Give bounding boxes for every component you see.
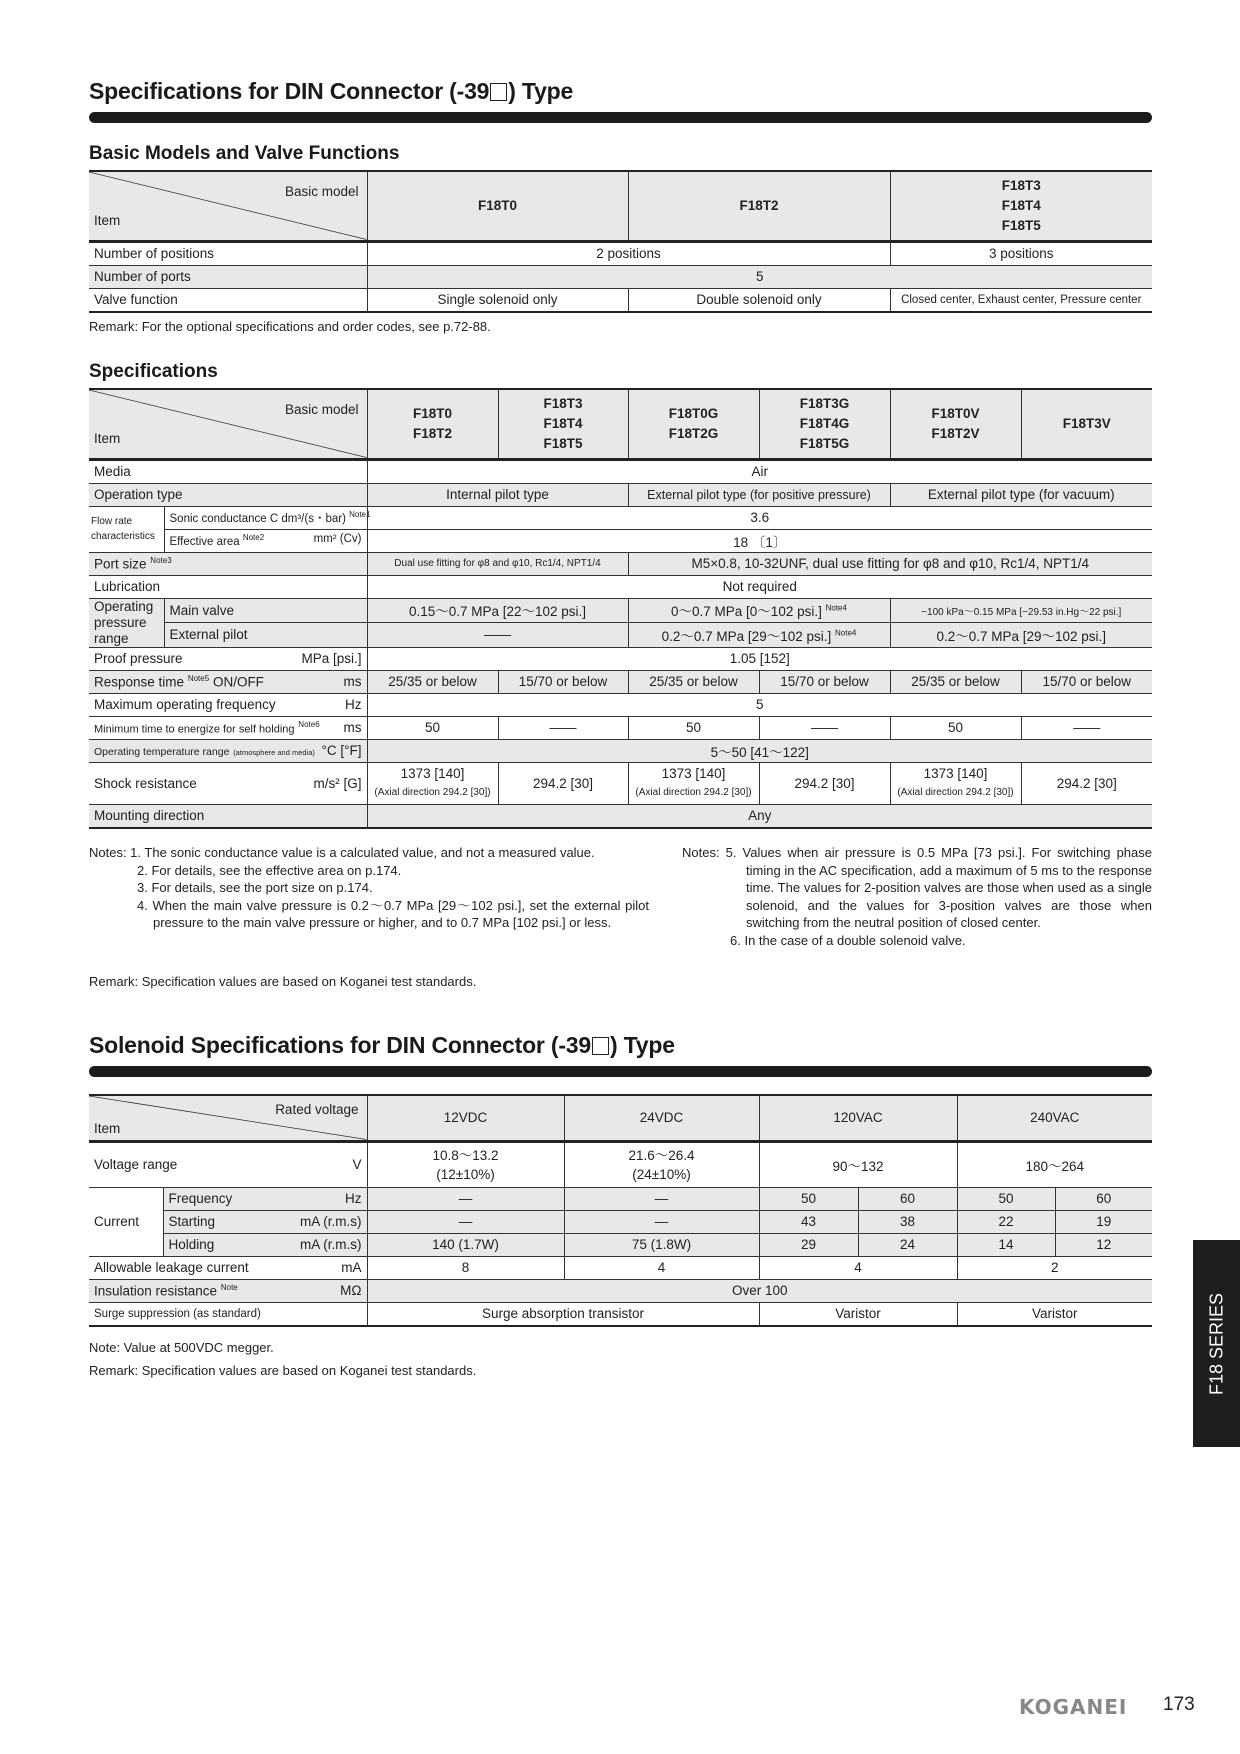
label-text: Starting xyxy=(168,1214,216,1229)
cell: 50 xyxy=(628,716,759,739)
corner-cell xyxy=(89,389,367,459)
cell: 19 xyxy=(1055,1210,1152,1233)
value-sub: (Axial direction 294.2 [30]) xyxy=(374,787,491,798)
cell: 180～264 xyxy=(957,1141,1152,1187)
table-row xyxy=(89,575,1152,598)
model-col: F18T3V xyxy=(1021,389,1152,459)
cell: 50 xyxy=(759,1187,858,1210)
unit: mA (r.m.s) xyxy=(300,1237,362,1252)
model-col: F18T2 xyxy=(628,171,890,241)
unit: MΩ xyxy=(340,1282,362,1298)
corner-cell xyxy=(89,171,367,241)
cell: 50 xyxy=(957,1187,1055,1210)
cell: M5×0.8, 10-32UNF, dual use fitting for φ8 and φ10, Rc1/4, NPT1/4 xyxy=(628,552,1152,575)
corner-item: Item xyxy=(94,430,121,446)
row-label xyxy=(163,1187,367,1210)
cell: 38 xyxy=(858,1210,957,1233)
cell: 15/70 or below xyxy=(759,670,890,693)
cell: Any xyxy=(367,804,1152,828)
label-text: Maximum operating frequency xyxy=(94,697,276,712)
table-row xyxy=(89,1279,1152,1302)
note-item: Notes: 5. Values when air pressure is 0.5 MPa [73 psi.]. For switching phase timing in the AC specification, add a maximum of 5 ms to the response time. The values for 2-position valves are those when used as a single solenoid, and the values for 3-position valves are those when switching from the neutral position of closed center. xyxy=(682,845,1152,930)
cell: 15/70 or below xyxy=(498,670,628,693)
note-ref: Note4 xyxy=(825,603,847,613)
row-label: Number of ports xyxy=(89,265,367,288)
row-label xyxy=(164,529,367,552)
row-label: Media xyxy=(89,459,367,483)
cell: Dual use fitting for φ8 and φ10, Rc1/4, NPT1/4 xyxy=(367,552,628,575)
cell: — xyxy=(367,1210,564,1233)
row-label xyxy=(89,762,367,804)
note-ref: Note6 xyxy=(298,719,320,729)
unit: MPa [psi.] xyxy=(301,651,362,666)
row-group-label: Current xyxy=(89,1187,163,1256)
value-text: 1373 [140] xyxy=(923,766,988,781)
label-suffix: ON/OFF xyxy=(212,674,264,690)
cell: Varistor xyxy=(957,1302,1152,1326)
unit: mA (r.m.s) xyxy=(300,1214,362,1229)
unit: m/s² [G] xyxy=(313,775,362,791)
label-text: Insulation resistance xyxy=(94,1283,218,1299)
row-label xyxy=(89,1256,367,1279)
table-row xyxy=(89,1187,1152,1210)
corner-basic-model: Basic model xyxy=(284,402,359,417)
title-rule xyxy=(89,112,1152,123)
note-ref: Note1 xyxy=(349,509,371,519)
cell xyxy=(367,762,498,804)
solenoid-table xyxy=(89,1094,1152,1327)
note-ref: Note xyxy=(220,1282,238,1292)
cell: 4 xyxy=(759,1256,957,1279)
cell: — xyxy=(564,1187,759,1210)
unit: ms xyxy=(343,719,362,735)
value-text: 1373 [140] xyxy=(661,766,726,781)
solenoid-note: Note: Value at 500VDC megger. xyxy=(89,1340,274,1355)
label-text: Shock resistance xyxy=(94,775,197,791)
unit: Hz xyxy=(345,697,362,712)
corner-cell xyxy=(89,1095,367,1141)
cell: 22 xyxy=(957,1210,1055,1233)
cell xyxy=(890,762,1021,804)
cell: 0.15～0.7 MPa [22～102 psi.] xyxy=(367,598,628,623)
row-label xyxy=(89,739,367,762)
cell: —— xyxy=(498,716,628,739)
cell: Internal pilot type xyxy=(367,483,628,506)
table-row xyxy=(89,762,1152,804)
table-row xyxy=(89,1233,1152,1256)
table-row xyxy=(89,483,1152,506)
row-label xyxy=(163,1210,367,1233)
row-label xyxy=(89,552,367,575)
series-side-tab xyxy=(1193,1240,1240,1447)
row-label: Surge suppression (as standard) xyxy=(89,1302,367,1326)
cell: 2 xyxy=(957,1256,1152,1279)
cell: 294.2 [30] xyxy=(1021,762,1152,804)
note-ref: Note5 xyxy=(187,673,210,683)
table-row xyxy=(89,693,1152,716)
model-col: F18T0G F18T2G xyxy=(628,389,759,459)
cell: 25/35 or below xyxy=(367,670,498,693)
title-text-end: ) Type xyxy=(508,78,574,104)
unit: mA xyxy=(341,1260,362,1275)
cell: —— xyxy=(367,623,628,648)
specifications-table xyxy=(89,388,1152,829)
label-text: Frequency xyxy=(168,1191,233,1206)
note-item: 6. In the case of a double solenoid valve. xyxy=(730,932,966,948)
placeholder-box-icon xyxy=(592,1037,609,1055)
label-text: Allowable leakage current xyxy=(94,1260,249,1275)
koganei-logo: KOGANEI xyxy=(1019,1695,1128,1719)
header-row xyxy=(89,1095,1152,1141)
label-text: Effective area xyxy=(169,535,240,548)
value-sub: (Axial direction 294.2 [30]) xyxy=(897,787,1014,798)
table-row xyxy=(89,670,1152,693)
row-label: Operation type xyxy=(89,483,367,506)
cell: 14 xyxy=(957,1233,1055,1256)
cell: 12 xyxy=(1055,1233,1152,1256)
cell: 50 xyxy=(367,716,498,739)
basic-models-heading: Basic Models and Valve Functions xyxy=(89,143,400,164)
table-row xyxy=(89,529,1152,552)
table-row xyxy=(89,459,1152,483)
row-label xyxy=(163,1233,367,1256)
value-sub: (Axial direction 294.2 [30]) xyxy=(635,787,752,798)
corner-item: Item xyxy=(94,212,121,228)
row-label: Main valve xyxy=(164,598,367,623)
model-col: F18T0V F18T2V xyxy=(890,389,1021,459)
cell: 3.6 xyxy=(367,506,1152,529)
label-sub: (atmosphere and media) xyxy=(233,748,315,757)
cell: — xyxy=(564,1210,759,1233)
specifications-heading: Specifications xyxy=(89,361,218,382)
cell: 25/35 or below xyxy=(890,670,1021,693)
table-row xyxy=(89,1141,1152,1187)
cell: 294.2 [30] xyxy=(498,762,628,804)
note-item: 4. When the main valve pressure is 0.2～0.7 MPa [29～102 psi.], set the external pilot pressure to the main valve pressure or higher, and to 0.7 MPa [102 psi.] or less. xyxy=(137,897,649,930)
voltage-col: 12VDC xyxy=(367,1095,564,1141)
unit: Hz xyxy=(345,1191,362,1206)
title-text-end: ) Type xyxy=(609,1032,675,1058)
note-item: 2. For details, see the effective area on p.174. xyxy=(137,862,402,878)
label-text: Voltage range xyxy=(94,1157,178,1172)
model-col: F18T3 F18T4 F18T5 xyxy=(890,171,1152,241)
value-text: 0～0.7 MPa [0～102 psi.] xyxy=(671,604,822,620)
unit: mm² (Cv) xyxy=(313,533,362,546)
table-row xyxy=(89,739,1152,762)
cell: 21.6～26.4 (24±10%) xyxy=(564,1141,759,1187)
cell: 50 xyxy=(890,716,1021,739)
cell: Varistor xyxy=(759,1302,957,1326)
note-item: 3. For details, see the port size on p.174. xyxy=(137,880,373,895)
title-text: Solenoid Specifications for DIN Connector (-39 xyxy=(89,1032,591,1058)
cell: 5～50 [41～122] xyxy=(367,739,1152,762)
header-row xyxy=(89,171,1152,241)
basic-models-remark: Remark: For the optional specifications and order codes, see p.72-88. xyxy=(89,319,491,334)
page-number: 173 xyxy=(1163,1694,1195,1715)
cell: 5 xyxy=(367,693,1152,716)
cell: — xyxy=(367,1187,564,1210)
cell: 60 xyxy=(1055,1187,1152,1210)
solenoid-remark: Remark: Specification values are based on Koganei test standards. xyxy=(89,1363,477,1378)
table-row xyxy=(89,265,1152,288)
row-group-label xyxy=(89,598,164,647)
label-text: Port size xyxy=(94,556,147,572)
model-col: F18T0 xyxy=(367,171,628,241)
cell: 4 xyxy=(564,1256,759,1279)
cell: 29 xyxy=(759,1233,858,1256)
row-label xyxy=(164,506,371,529)
row-label: Number of positions xyxy=(89,241,367,265)
row-label xyxy=(89,1141,367,1187)
table-row xyxy=(89,716,1152,739)
cell: 24 xyxy=(858,1233,957,1256)
cell: —— xyxy=(1021,716,1152,739)
row-label: Valve function xyxy=(89,288,367,312)
note-item: Notes: 1. The sonic conductance value is a calculated value, and not a measured value. xyxy=(89,845,595,860)
cell: 0.2～0.7 MPa [29～102 psi.] xyxy=(890,623,1152,648)
note-ref: Note3 xyxy=(150,555,172,565)
cell: 5 xyxy=(367,265,1152,288)
cell: Single solenoid only xyxy=(367,288,628,312)
unit: °C [°F] xyxy=(321,743,362,758)
value-text: 0.2～0.7 MPa [29～102 psi.] xyxy=(661,628,832,644)
cell: Surge absorption transistor xyxy=(367,1302,759,1326)
row-label xyxy=(89,1279,367,1302)
row-label xyxy=(89,647,367,670)
basic-models-table xyxy=(89,170,1152,313)
solenoid-rule xyxy=(89,1066,1152,1077)
table-row xyxy=(89,1256,1152,1279)
table-row xyxy=(89,552,1152,575)
label-text: Minimum time to energize for self holding xyxy=(94,723,295,736)
model-col: F18T0 F18T2 xyxy=(367,389,498,459)
corner-basic-model: Basic model xyxy=(284,184,359,199)
cell: External pilot type (for positive pressure) xyxy=(628,483,890,506)
note-ref: Note2 xyxy=(242,533,265,543)
cell: 3 positions xyxy=(890,241,1152,265)
voltage-col: 240VAC xyxy=(957,1095,1152,1141)
notes-right xyxy=(682,844,1152,949)
row-label xyxy=(89,716,367,739)
label-text: Proof pressure xyxy=(94,651,183,666)
cell: 15/70 or below xyxy=(1021,670,1152,693)
label-text: Holding xyxy=(168,1237,215,1252)
placeholder-box-icon xyxy=(490,83,507,101)
header-row xyxy=(89,389,1152,459)
cell: External pilot type (for vacuum) xyxy=(890,483,1152,506)
cell: 18 〔1〕 xyxy=(367,529,1152,552)
cell: —— xyxy=(759,716,890,739)
unit: ms xyxy=(343,673,362,689)
cell: 2 positions xyxy=(367,241,890,265)
title-text: Specifications for DIN Connector (-39 xyxy=(89,78,490,104)
cell: 294.2 [30] xyxy=(759,762,890,804)
cell: 8 xyxy=(367,1256,564,1279)
cell: 90～132 xyxy=(759,1141,957,1187)
cell: 140 (1.7W) xyxy=(367,1233,564,1256)
table-row xyxy=(89,288,1152,312)
row-label: Lubrication xyxy=(89,575,367,598)
cell xyxy=(628,598,890,623)
page-title xyxy=(89,78,573,105)
model-col: F18T3 F18T4 F18T5 xyxy=(498,389,628,459)
row-label xyxy=(89,693,367,716)
row-group-label: Flow rate characteristics xyxy=(89,506,164,552)
value-text: 1373 [140] xyxy=(400,766,465,781)
table-row xyxy=(89,1210,1152,1233)
row-label: Mounting direction xyxy=(89,804,367,828)
cell: 1.05 [152] xyxy=(367,647,1152,670)
corner-rated-voltage: Rated voltage xyxy=(275,1102,359,1117)
table-row xyxy=(89,623,1152,648)
table-row xyxy=(89,598,1152,623)
solenoid-title xyxy=(89,1032,675,1059)
cell: Double solenoid only xyxy=(628,288,890,312)
table-row xyxy=(89,804,1152,828)
cell: 10.8～13.2 (12±10%) xyxy=(367,1141,564,1187)
unit: V xyxy=(352,1157,362,1172)
specs-remark: Remark: Specification values are based on Koganei test standards. xyxy=(89,974,477,989)
cell xyxy=(628,623,890,648)
cell: 60 xyxy=(858,1187,957,1210)
label-text: Operating temperature range xyxy=(94,746,230,758)
row-label: External pilot xyxy=(164,623,367,648)
notes-left xyxy=(89,844,649,932)
table-row xyxy=(89,506,1152,529)
note-ref: Note4 xyxy=(835,628,857,638)
corner-item: Item xyxy=(94,1120,121,1136)
table-row xyxy=(89,241,1152,265)
cell: Not required xyxy=(367,575,1152,598)
voltage-col: 120VAC xyxy=(759,1095,957,1141)
cell: −100 kPa～0.15 MPa [−29.53 in.Hg～22 psi.] xyxy=(890,598,1152,623)
cell xyxy=(628,762,759,804)
series-label: F18 SERIES xyxy=(1206,1292,1226,1395)
cell: 75 (1.8W) xyxy=(564,1233,759,1256)
voltage-col: 24VDC xyxy=(564,1095,759,1141)
cell: Over 100 xyxy=(367,1279,1152,1302)
model-col: F18T3G F18T4G F18T5G xyxy=(759,389,890,459)
row-label xyxy=(89,670,367,693)
cell: 43 xyxy=(759,1210,858,1233)
cell: 25/35 or below xyxy=(628,670,759,693)
table-row xyxy=(89,647,1152,670)
label-text: Sonic conductance C dm³/(s・bar) xyxy=(169,512,346,525)
label-text: Operating pressure range xyxy=(94,598,154,646)
cell: Air xyxy=(367,459,1152,483)
label-text: Response time xyxy=(94,674,185,690)
table-row xyxy=(89,1302,1152,1326)
cell: Closed center, Exhaust center, Pressure center xyxy=(890,288,1152,312)
